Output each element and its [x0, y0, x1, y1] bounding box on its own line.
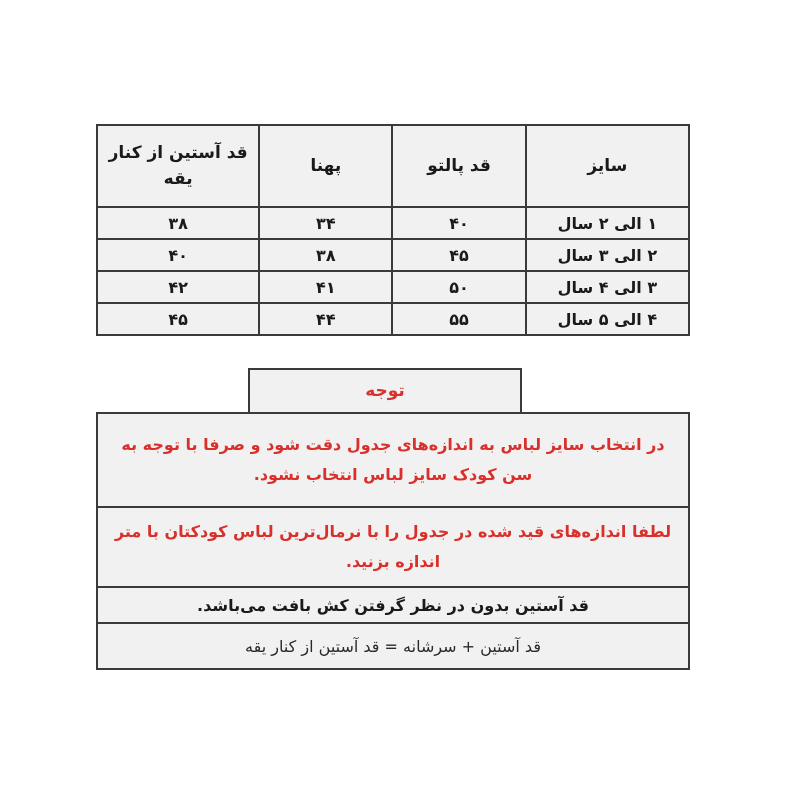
note-measure-instructions: لطفا اندازه‌های قید شده در جدول را با نرمال‌ترین لباس کودکتان با متر اندازه بزنید. — [96, 506, 690, 586]
cell-width: ۳۸ — [259, 239, 392, 271]
cell-size: ۲ الی ۳ سال — [526, 239, 689, 271]
table-row — [97, 271, 689, 303]
cell-sleeve: ۴۰ — [97, 239, 259, 271]
cell-sleeve: ۴۲ — [97, 271, 259, 303]
cell-coat-length: ۴۵ — [392, 239, 525, 271]
cell-sleeve: ۳۸ — [97, 207, 259, 239]
header-size: سایز — [526, 125, 689, 207]
cell-size: ۴ الی ۵ سال — [526, 303, 689, 335]
cell-coat-length: ۴۰ — [392, 207, 525, 239]
size-chart-table — [96, 124, 690, 336]
header-width: پهنا — [259, 125, 392, 207]
cell-coat-length: ۵۵ — [392, 303, 525, 335]
cell-sleeve: ۴۵ — [97, 303, 259, 335]
table-row — [97, 207, 689, 239]
note-sleeve-formula: قد آستین + سرشانه = قد آستین از کنار یقه — [96, 622, 690, 670]
table-header-row — [97, 125, 689, 207]
cell-width: ۴۴ — [259, 303, 392, 335]
cell-coat-length: ۵۰ — [392, 271, 525, 303]
notice-title: توجه — [248, 368, 522, 412]
header-coat-length: قد پالتو — [392, 125, 525, 207]
notes-box — [96, 412, 690, 670]
note-sleeve-cuff: قد آستین بدون در نظر گرفتن کش بافت می‌باشد. — [96, 586, 690, 622]
cell-width: ۴۱ — [259, 271, 392, 303]
note-size-selection: در انتخاب سایز لباس به اندازه‌های جدول دقت شود و صرفا با توجه به سن کودک سایز لباس انتخاب نشود. — [96, 412, 690, 506]
table-row — [97, 239, 689, 271]
header-sleeve-from-collar: قد آستین از کنار یقه — [97, 125, 259, 207]
cell-width: ۳۴ — [259, 207, 392, 239]
table-row — [97, 303, 689, 335]
cell-size: ۳ الی ۴ سال — [526, 271, 689, 303]
cell-size: ۱ الی ۲ سال — [526, 207, 689, 239]
